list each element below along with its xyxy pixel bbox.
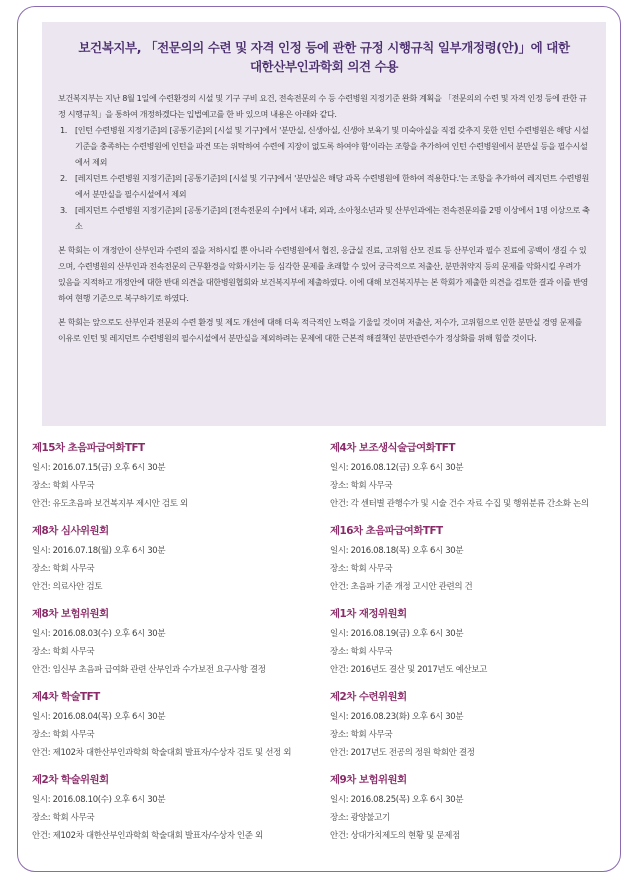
meeting-entry	[32, 523, 314, 596]
meeting-entry	[330, 523, 612, 596]
meeting-entry	[330, 772, 612, 845]
meeting-date: 일시: 2016.08.03(수) 오후 6시 30분	[32, 629, 166, 639]
meeting-entry	[330, 689, 612, 762]
meeting-agenda: 안건: 유도초음파 보건복지부 제시안 검토 외	[32, 499, 188, 509]
meeting-date: 일시: 2016.08.19(금) 오후 6시 30분	[330, 629, 464, 639]
notice-box	[42, 22, 606, 426]
meeting-agenda: 안건: 제102차 대한산부인과학회 학술대회 발표자/수상자 인준 외	[32, 831, 263, 841]
meeting-place: 장소: 학회 사무국	[32, 730, 95, 740]
meeting-title: 제8차 심사위원회	[32, 525, 109, 537]
item-number: 1.	[60, 125, 68, 135]
meeting-title: 제4차 학술TFT	[32, 691, 100, 703]
meeting-date: 일시: 2016.08.04(목) 오후 6시 30분	[32, 712, 166, 722]
meeting-agenda: 안건: 의료사안 검토	[32, 582, 103, 592]
meeting-date: 일시: 2016.07.18(월) 오후 6시 30분	[32, 546, 166, 556]
meeting-date: 일시: 2016.08.10(수) 오후 6시 30분	[32, 795, 166, 805]
meeting-title: 제2차 학술위원회	[32, 774, 109, 786]
notice-title-line1: 보건복지부, 「전문의의 수련 및 자격 인정 등에 관한 규정 시행규칙 일부개정령(안)」에 대한	[78, 40, 570, 55]
notice-intro: 보건복지부는 지난 8월 1일에 수련환경의 시설 및 기구 구비 요건, 전속전문의 수 등 수련병원 지정기준 완화 계획을 「전문의의 수련 및 자격 인정 등에 관한 규정 시행규칙」을 통하여 개정하겠다는 입법예고를 한 바 있으며 내용은 아래와 같다.	[58, 93, 587, 119]
notice-item	[58, 122, 590, 170]
meeting-place: 장소: 학회 사무국	[32, 481, 95, 491]
schedule-right-column	[330, 440, 612, 855]
meeting-agenda: 안건: 임신부 초음파 급여화 관련 산부인과 수가보전 요구사항 결정	[32, 665, 266, 675]
meeting-agenda: 안건: 각 센터별 관행수가 및 시술 건수 자료 수집 및 행위분류 간소화 논의	[330, 499, 589, 509]
item-text: [레지던트 수련병원 지정기준]의 [공통기준]의 [시설 및 기구]에서 '분만실은 해당 과목 수련병원에 한하여 적용한다.'는 조항을 추가하여 레지던트 수련병원에서 분만실을 필수시설에서 제외	[75, 173, 589, 199]
notice-paragraph-2: 본 학회는 이 개정안이 산부인과 수련의 질을 저하시킬 뿐 아니라 수련병원에서 협진, 응급실 진료, 고위험 산모 진료 등 산부인과 필수 진료에 공백이 생길 수 있으며, 수련병원의 산부인과 전속전문의 근무환경을 악화시키는 등 심각한 문제를 초래할 수 있어 궁극적으로 저출산, 분만취약지 등의 문제를 악화시킬 우려가 있음을 지적하고 개정안에 대한 반대 의견을 대한병원협회와 보건복지부에 제출하였다. 이에 대해 보건복지부는 본 학회가 제출한 의견을 검토한 결과 이를 반영하여 현행 기준으로 복구하기로 하였다.	[58, 245, 588, 303]
item-number: 3.	[60, 205, 68, 215]
item-number: 2.	[60, 173, 68, 183]
meeting-date: 일시: 2016.08.23(화) 오후 6시 30분	[330, 712, 464, 722]
meeting-place: 장소: 학회 사무국	[330, 481, 393, 491]
meeting-agenda: 안건: 2017년도 전공의 정원 학회안 결정	[330, 748, 475, 758]
schedule-left-column	[32, 440, 314, 855]
meeting-entry	[330, 440, 612, 513]
item-text: [레지던트 수련병원 지정기준]의 [공통기준]의 [전속전문의 수]에서 내과, 외과, 소아청소년과 및 산부인과에는 전속전문의를 2명 이상에서 1명 이상으로 축소	[75, 205, 590, 231]
meeting-date: 일시: 2016.08.18(목) 오후 6시 30분	[330, 546, 464, 556]
meeting-title: 제16차 초음파급여화TFT	[330, 525, 443, 537]
meeting-entry	[32, 772, 314, 845]
notice-items	[58, 122, 590, 234]
meeting-agenda: 안건: 상대가치제도의 현황 및 문제점	[330, 831, 460, 841]
meeting-entry	[32, 440, 314, 513]
notice-paragraph-3: 본 학회는 앞으로도 산부인과 전문의 수련 환경 및 제도 개선에 대해 더욱 적극적인 노력을 기울일 것이며 저출산, 저수가, 고위험으로 인한 분만실 경영 문제를 이유로 인턴 및 레지던트 수련병원의 필수시설에서 분만실을 제외하려는 문제에 대한 근본적 해결책인 분만관련수가 정상화를 위해 힘쓸 것이다.	[58, 317, 582, 343]
meeting-place: 장소: 광양불고기	[330, 813, 390, 823]
meeting-place: 장소: 학회 사무국	[32, 647, 95, 657]
meeting-agenda: 안건: 초음파 기준 개정 고시안 관련의 건	[330, 582, 473, 592]
meeting-title: 제15차 초음파급여화TFT	[32, 442, 145, 454]
meeting-title: 제9차 보험위원회	[330, 774, 407, 786]
meeting-date: 일시: 2016.07.15(금) 오후 6시 30분	[32, 463, 166, 473]
notice-item	[58, 202, 590, 234]
meeting-agenda: 안건: 2016년도 결산 및 2017년도 예산보고	[330, 665, 487, 675]
meeting-entry	[32, 689, 314, 762]
meeting-title: 제4차 보조생식술급여화TFT	[330, 442, 455, 454]
notice-item	[58, 170, 590, 202]
notice-title-line2: 대한산부인과학회 의견 수용	[249, 59, 398, 74]
meeting-title: 제2차 수련위원회	[330, 691, 407, 703]
meeting-agenda: 안건: 제102차 대한산부인과학회 학술대회 발표자/수상자 검토 및 선정 외	[32, 748, 292, 758]
meeting-date: 일시: 2016.08.25(목) 오후 6시 30분	[330, 795, 464, 805]
meeting-place: 장소: 학회 사무국	[32, 564, 95, 574]
item-text: [인턴 수련병원 지정기준]의 [공통기준]의 [시설 및 기구]에서 '분만실, 신생아실, 신생아 보육기 및 미숙아실을 직접 갖추지 못한 인턴 수련병원은 해당 시설기준을 충족하는 수련병원에 인턴을 파견 또는 위탁하여 수련에 지장이 없도록 하여야 함'이라는 조항을 추가하여 인턴 수련병원에서 분만실 등을 필수시설에서 제외	[75, 125, 589, 167]
meeting-entry	[32, 606, 314, 679]
meeting-date: 일시: 2016.08.12(금) 오후 6시 30분	[330, 463, 464, 473]
meeting-entry	[330, 606, 612, 679]
meeting-place: 장소: 학회 사무국	[330, 564, 393, 574]
meeting-place: 장소: 학회 사무국	[32, 813, 95, 823]
notice-title	[58, 38, 590, 76]
meeting-title: 제8차 보험위원회	[32, 608, 109, 620]
meeting-place: 장소: 학회 사무국	[330, 647, 393, 657]
meeting-title: 제1차 재정위원회	[330, 608, 407, 620]
meeting-place: 장소: 학회 사무국	[330, 730, 393, 740]
